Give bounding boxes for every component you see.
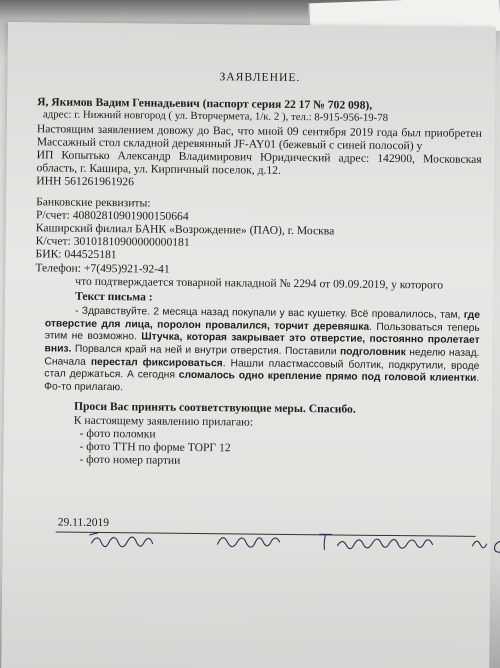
signature-date: 29.11.2019: [57, 516, 110, 530]
attachments-heading: К настоящему заявлению прилагаю:: [73, 413, 254, 429]
applicant-line: Я, Якимов Вадим Геннадьевич (паспорт серия 22 17 № 702 098),: [37, 95, 373, 113]
invoice-line: что подтверждается товарной накладной № 2294 от 09.09.2019, у которого: [75, 274, 444, 292]
account-number: Р/счет: 40802810901900150664: [35, 208, 189, 223]
document-body: [33, 68, 482, 470]
bik: БИК: 044525181: [35, 247, 117, 262]
seller-text: ИП Копытько Александр Владимирович Юридический адрес: 142900, Московская область, г. Кашира, ул. Кирпичный поселок, д.12.: [36, 148, 482, 178]
handwritten-signature: [87, 525, 500, 560]
request-line: Проси Вас принять соответствующие меры. Спасибо.: [73, 400, 356, 417]
bank-heading: Банковские реквизиты:: [36, 194, 151, 210]
document-title: ЗАЯВЛЕНИЕ.: [219, 70, 301, 85]
signature-area: [58, 517, 109, 530]
notice-text: Настоящим заявлением довожу до Вас, что мной 09 сентября 2019 года был приобретен Массажный стол складной деревянный JF-AY01 (бежевый с синей полосой) у: [36, 121, 482, 153]
bank-name: Каширский филиал БАНК «Возрождение» (ПАО), г. Москва: [35, 221, 335, 238]
phone: Телефон: +7(495)921-92-41: [35, 260, 170, 276]
letter-heading: Текст письма :: [75, 289, 153, 304]
attachment-item: - фото поломки: [79, 426, 156, 441]
corr-account: К/счет: 30101810900000000181: [35, 234, 190, 250]
document-sheet: [1, 22, 496, 668]
attachment-item: - фото ТТН по форме ТОРГ 12: [79, 439, 231, 455]
letter-text: - Здравствуйте. 2 месяца назад покупали у вас кушетку. Всё провалилось, там, где отверстие для лица, поролон провалился, торчит деревяшка. Пользоваться теперь этим не возможно. Штучка, которая закрывает это отверстие, постоянно пролетает вниз. Порвался край на ней и внутри отверстия. Поставили подголовник неделю назад. Сначала перестал фиксироваться. Нашли пластмассовый болтик, подкрутили, вроде стал держаться. А сегодня сломалось одно крепление прямо под головой клиентки. Фо-то прилагаю.: [44, 305, 481, 394]
inn: ИНН 561261961926: [36, 174, 134, 189]
attachment-item: - фото номер партии: [79, 452, 181, 468]
address-line: адрес: г. Нижний новгород ( ул. Вторчермета, 1/к. 2 ), тел.: 8-915-956-19-78: [42, 108, 389, 125]
